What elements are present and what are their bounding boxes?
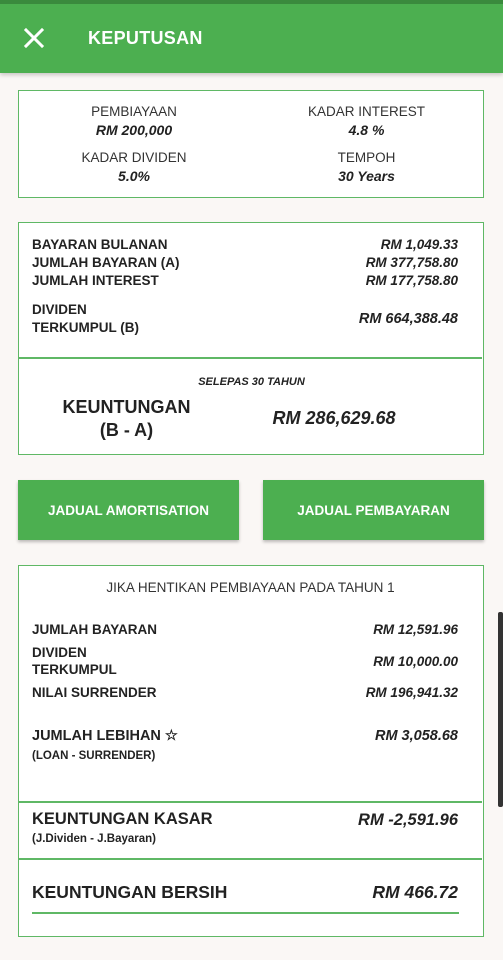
dividen-label-2: TERKUMPUL (B) xyxy=(32,320,139,335)
pembiayaan-label: PEMBIAYAAN xyxy=(91,104,177,119)
keuntungan-value: RM 286,629.68 xyxy=(272,408,396,428)
stop-dividen-value: RM 10,000.00 xyxy=(373,654,458,669)
kasar-value: RM -2,591.96 xyxy=(358,811,458,829)
stop-lebihan-label: JUMLAH LEBIHAN ☆ xyxy=(32,728,178,744)
stop-jumlah-bayaran-label: JUMLAH BAYARAN xyxy=(32,622,158,637)
jumlah-interest-label: JUMLAH INTEREST xyxy=(32,273,159,288)
close-icon[interactable] xyxy=(20,24,48,52)
totals-card xyxy=(18,222,484,455)
dividen-value: RM 664,388.48 xyxy=(358,311,458,327)
stop-divider-1 xyxy=(19,801,482,803)
jumlah-bayaran-label: JUMLAH BAYARAN (A) xyxy=(32,255,180,270)
jumlah-bayaran-value: RM 377,758.80 xyxy=(365,255,458,270)
keuntungan-label-2: (B - A) xyxy=(99,420,154,440)
stop-card xyxy=(18,565,484,937)
jumlah-interest-value: RM 177,758.80 xyxy=(365,273,458,288)
kadar-dividen-label: KADAR DIVIDEN xyxy=(81,150,187,165)
stop-lebihan-sub: (LOAN - SURRENDER) xyxy=(32,750,156,762)
bersih-value: RM 466.72 xyxy=(372,882,458,902)
amortisation-button[interactable]: JADUAL AMORTISATION xyxy=(18,480,239,540)
kasar-sub: (J.Dividen - J.Bayaran) xyxy=(32,833,156,845)
bayaran-bulanan-value: RM 1,049.33 xyxy=(380,237,458,252)
app-bar xyxy=(0,0,503,73)
bersih-underline xyxy=(32,912,459,914)
stop-dividen-label-2: TERKUMPUL xyxy=(32,662,117,677)
page-title: KEPUTUSAN xyxy=(88,28,203,48)
pembayaran-button[interactable]: JADUAL PEMBAYARAN xyxy=(263,480,484,540)
stop-heading: JIKA HENTIKAN PEMBIAYAAN PADA TAHUN 1 xyxy=(106,580,395,595)
bersih-label: KEUNTUNGAN BERSIH xyxy=(32,882,228,902)
dividen-label-1: DIVIDEN xyxy=(32,302,87,317)
status-strip xyxy=(0,0,503,4)
kadar-interest-label: KADAR INTEREST xyxy=(307,104,426,119)
pembiayaan-value: RM 200,000 xyxy=(95,122,173,138)
stop-jumlah-bayaran-value: RM 12,591.96 xyxy=(373,622,458,637)
tempoh-label: TEMPOH xyxy=(337,150,396,165)
stop-dividen-label-1: DIVIDEN xyxy=(32,645,87,660)
tempoh-value: 30 Years xyxy=(338,168,395,184)
stop-surrender-value: RM 196,941.32 xyxy=(365,685,458,700)
stop-surrender-label: NILAI SURRENDER xyxy=(32,685,157,700)
selepas-label: SELEPAS 30 TAHUN xyxy=(198,376,305,388)
keuntungan-label-1: KEUNTUNGAN xyxy=(62,397,191,417)
stop-divider-2 xyxy=(19,858,482,860)
stop-lebihan-value: RM 3,058.68 xyxy=(374,728,458,744)
totals-divider xyxy=(19,357,482,359)
bayaran-bulanan-label: BAYARAN BULANAN xyxy=(32,237,168,252)
summary-card xyxy=(18,90,484,198)
kadar-interest-value: 4.8 % xyxy=(348,122,385,138)
scrollbar[interactable] xyxy=(498,612,503,807)
kadar-dividen-value: 5.0% xyxy=(118,168,150,184)
kasar-label: KEUNTUNGAN KASAR xyxy=(32,810,213,828)
